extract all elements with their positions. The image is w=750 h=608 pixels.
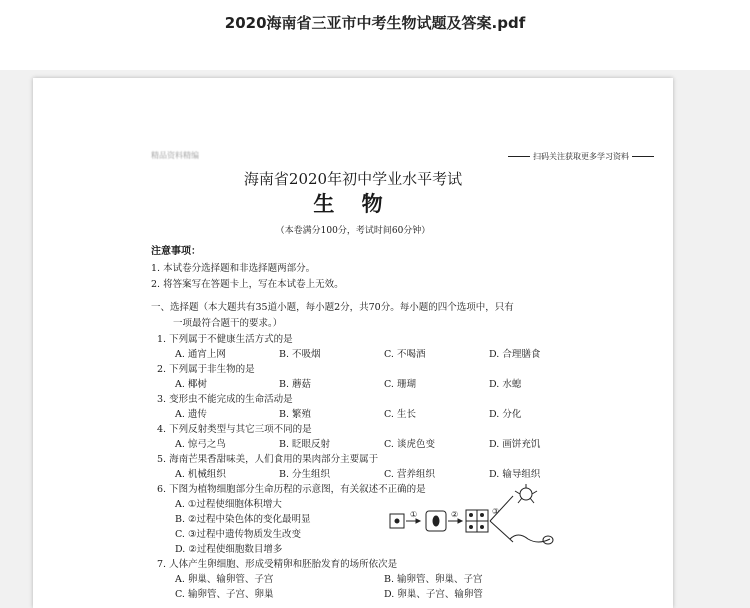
step-label-2: ② (451, 510, 459, 519)
question-stem: 4. 下列反射类型与其它三项不同的是 (157, 424, 312, 435)
option: C. 不喝酒 (384, 349, 426, 360)
dash-left (508, 156, 530, 157)
question-stem: 2. 下列属于非生物的是 (157, 364, 255, 375)
option: A. 椰树 (175, 379, 207, 390)
attention-item: 1. 本试卷分选择题和非选择题两部分。 (151, 263, 316, 274)
dash-right (632, 156, 654, 157)
option: B. 眨眼反射 (279, 439, 331, 450)
option: B. ②过程中染色体的变化最明显 (175, 514, 311, 525)
question-stem: 5. 海南芒果香甜味美，人们食用的果肉部分主要属于 (157, 454, 379, 465)
option: C. 谈虎色变 (384, 439, 435, 450)
section-title-cont: 一项最符合题干的要求。） (173, 318, 283, 329)
option: B. 分生组织 (279, 469, 331, 480)
question-stem: 1. 下列属于不健康生活方式的是 (157, 334, 293, 345)
exam-title: 海南省2020年初中学业水平考试 (243, 170, 463, 188)
cell-division-diagram (388, 484, 558, 554)
question-stem: 6. 下图为植物细胞部分生命历程的示意图，有关叙述不正确的是 (157, 484, 426, 495)
option: A. 机械组织 (175, 469, 226, 480)
step-label-1: ① (410, 510, 418, 519)
option: D. 分化 (489, 409, 522, 420)
qr-note-text: 扫码关注获取更多学习资料 (533, 152, 629, 161)
qr-note (505, 151, 657, 162)
subject-title: 生 物 (313, 191, 393, 216)
nerve-cell (515, 484, 537, 503)
option: D. 输导组织 (489, 469, 541, 480)
option: B. 输卵管、卵巢、子宫 (384, 574, 483, 585)
option: C. 珊瑚 (384, 379, 416, 390)
option: B. 不吸烟 (279, 349, 321, 360)
pdf-page (33, 78, 673, 608)
option: B. 蘑菇 (279, 379, 312, 390)
option: A. 卵巢、输卵管、子宫 (175, 574, 274, 585)
option: D. 水螅 (489, 379, 522, 390)
option: B. 繁殖 (279, 409, 312, 420)
option: C. 营养组织 (384, 469, 435, 480)
question-stem: 7. 人体产生卵细胞、形成受精卵和胚胎发育的场所依次是 (157, 559, 398, 570)
corner-stamp: 精品资料精编 (151, 151, 199, 160)
document-title: 2020海南省三亚市中考生物试题及答案.pdf (224, 14, 526, 32)
option: D. 卵巢、子宫、输卵管 (384, 589, 483, 600)
section-title: 一、选择题（本大题共有35道小题，每小题2分，共70分。每小题的四个选项中，只有 (151, 302, 514, 313)
attention-heading: 注意事项： (151, 246, 201, 257)
option: A. 通宵上网 (175, 349, 226, 360)
score-note: （本卷满分100分，考试时间60分钟） (275, 226, 431, 236)
step-label-3: ③ (492, 507, 500, 516)
option: A. ①过程使细胞体积增大 (175, 499, 282, 510)
option: C. ③过程中遗传物质发生改变 (175, 529, 301, 540)
elongated-cell (510, 535, 550, 542)
option: A. 遗传 (175, 409, 207, 420)
question-stem: 3. 变形虫不能完成的生命活动是 (157, 394, 293, 405)
option: A. 惊弓之鸟 (175, 439, 226, 450)
option: C. 输卵管、子宫、卵巢 (175, 589, 274, 600)
viewer-top-bar (0, 0, 750, 70)
attention-item: 2. 将答案写在答题卡上，写在本试卷上无效。 (151, 279, 344, 290)
option: C. 生长 (384, 409, 416, 420)
option: D. 合理膳食 (489, 349, 541, 360)
option: D. ②过程使细胞数目增多 (175, 544, 283, 555)
option: D. 画饼充饥 (489, 439, 541, 450)
